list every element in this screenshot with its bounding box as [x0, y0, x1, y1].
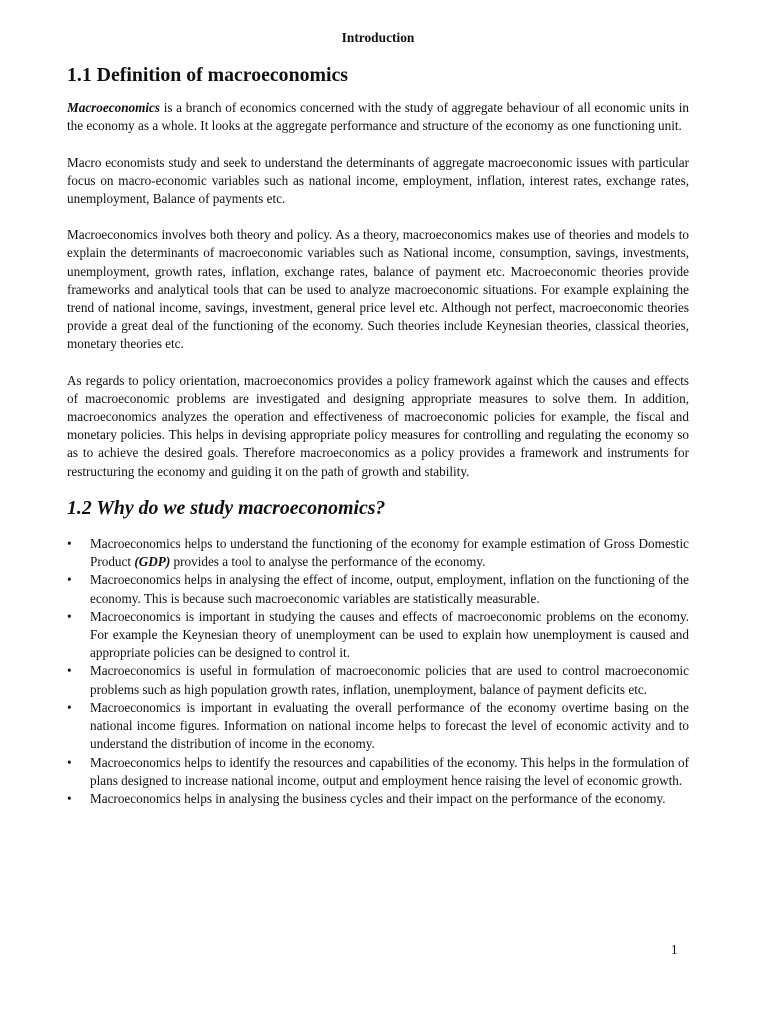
- list-item: [67, 699, 689, 754]
- bullet-icon: •: [67, 663, 72, 679]
- bullet-list-reasons: [67, 535, 689, 808]
- paragraph-definition: [67, 99, 689, 135]
- list-item-text: Macroeconomics is useful in formulation of macroeconomic policies that are used to control macroeconomic problems such as high population growth rates, inflation, unemployment, balance of payment deficits etc.: [90, 663, 689, 697]
- list-item-text: Macroeconomics is important in studying the causes and effects of macroeconomic problems on the economy. For example the Keynesian theory of unemployment can be used to explain how unemployment is caused and appropriate policies can be designed to control it.: [90, 608, 689, 661]
- list-item-text: provides a tool to analyse the performance of the economy.: [170, 554, 486, 570]
- section-heading-definition: 1.1 Definition of macroeconomics: [67, 64, 348, 86]
- paragraph-policy-orientation: As regards to policy orientation, macroeconomics provides a policy framework against which the causes and effects of macroeconomic problems are investigated and designing appropriate measures to solve them. In addition, macroeconomics analyzes the operation and effectiveness of macroeconomic policies for example, the fiscal and monetary policies. This helps in devising appropriate policy measures for controlling and regulating the economy so as to achieve the desired goals. Therefore macroeconomics as a policy provides a framework and instruments for restructuring the economy and guiding it on the path of growth and stability.: [67, 372, 689, 479]
- section-heading-why-study: 1.2 Why do we study macroeconomics?: [67, 496, 386, 519]
- document-page: [67, 28, 689, 808]
- bullet-icon: •: [67, 608, 72, 624]
- list-item: [67, 535, 689, 571]
- term-macroeconomics: Macroeconomics: [67, 100, 161, 116]
- list-item: [67, 662, 689, 698]
- list-item-text: Macroeconomics is important in evaluating the overall performance of the economy overtime basing on the national income figures. Information on national income helps to forecast the level of economic activity and to understand the distribution of income in the economy.: [90, 699, 689, 752]
- bullet-icon: •: [67, 536, 72, 552]
- list-item: [67, 790, 689, 808]
- list-item-text: Macroeconomics helps to understand the functioning of the economy for example estimation of Gross Domestic Product: [90, 536, 689, 570]
- list-item: [67, 754, 689, 790]
- list-item-text: Macroeconomics helps in analysing the effect of income, output, employment, inflation on the functioning of the economy. This is because such macroeconomic variables are statistically measurable.: [90, 572, 689, 606]
- paragraph-definition-text: is a branch of economics concerned with the study of aggregate behaviour of all economic units in the economy as a whole. It looks at the aggregate performance and structure of the economy as one functioning unit.: [67, 100, 689, 134]
- list-item: [67, 571, 689, 607]
- bullet-icon: •: [67, 790, 72, 806]
- list-item-text: Macroeconomics helps to identify the resources and capabilities of the economy. This helps in the formulation of plans designed to increase national income, output and employment hence raising the level of economic growth.: [90, 754, 689, 788]
- page-number: 1: [671, 942, 678, 957]
- list-item-text: Macroeconomics helps in analysing the business cycles and their impact on the performance of the economy.: [90, 790, 666, 806]
- paragraph-theory-and-policy: Macroeconomics involves both theory and policy. As a theory, macroeconomics makes use of theories and models to explain the determinants of macroeconomic variables such as National income, consumption, savings, investments, unemployment, growth rates, inflation, exchange rates, balance of payment etc. Macroeconomic theories provide frameworks and analytical tools that can be used to analyze macroeconomic situations. For example explaining the trend of national income, savings, investment, general price level etc. Although not perfect, macroeconomic theories provide a great deal of the functioning of the economy. Such theories include Keynesian theories, classical theories, monetary theories etc.: [67, 227, 689, 352]
- bullet-icon: •: [67, 754, 72, 770]
- bullet-icon: •: [67, 699, 72, 715]
- bullet-icon: •: [67, 572, 72, 588]
- document-title: Introduction: [341, 30, 415, 45]
- paragraph-macro-economists: Macro economists study and seek to understand the determinants of aggregate macroeconomic issues with particular focus on macro-economic variables such as national income, employment, inflation, interest rates, exchange rates, unemployment, Balance of payments etc.: [67, 154, 689, 207]
- gdp-abbreviation: (GDP): [134, 554, 171, 570]
- list-item: [67, 608, 689, 663]
